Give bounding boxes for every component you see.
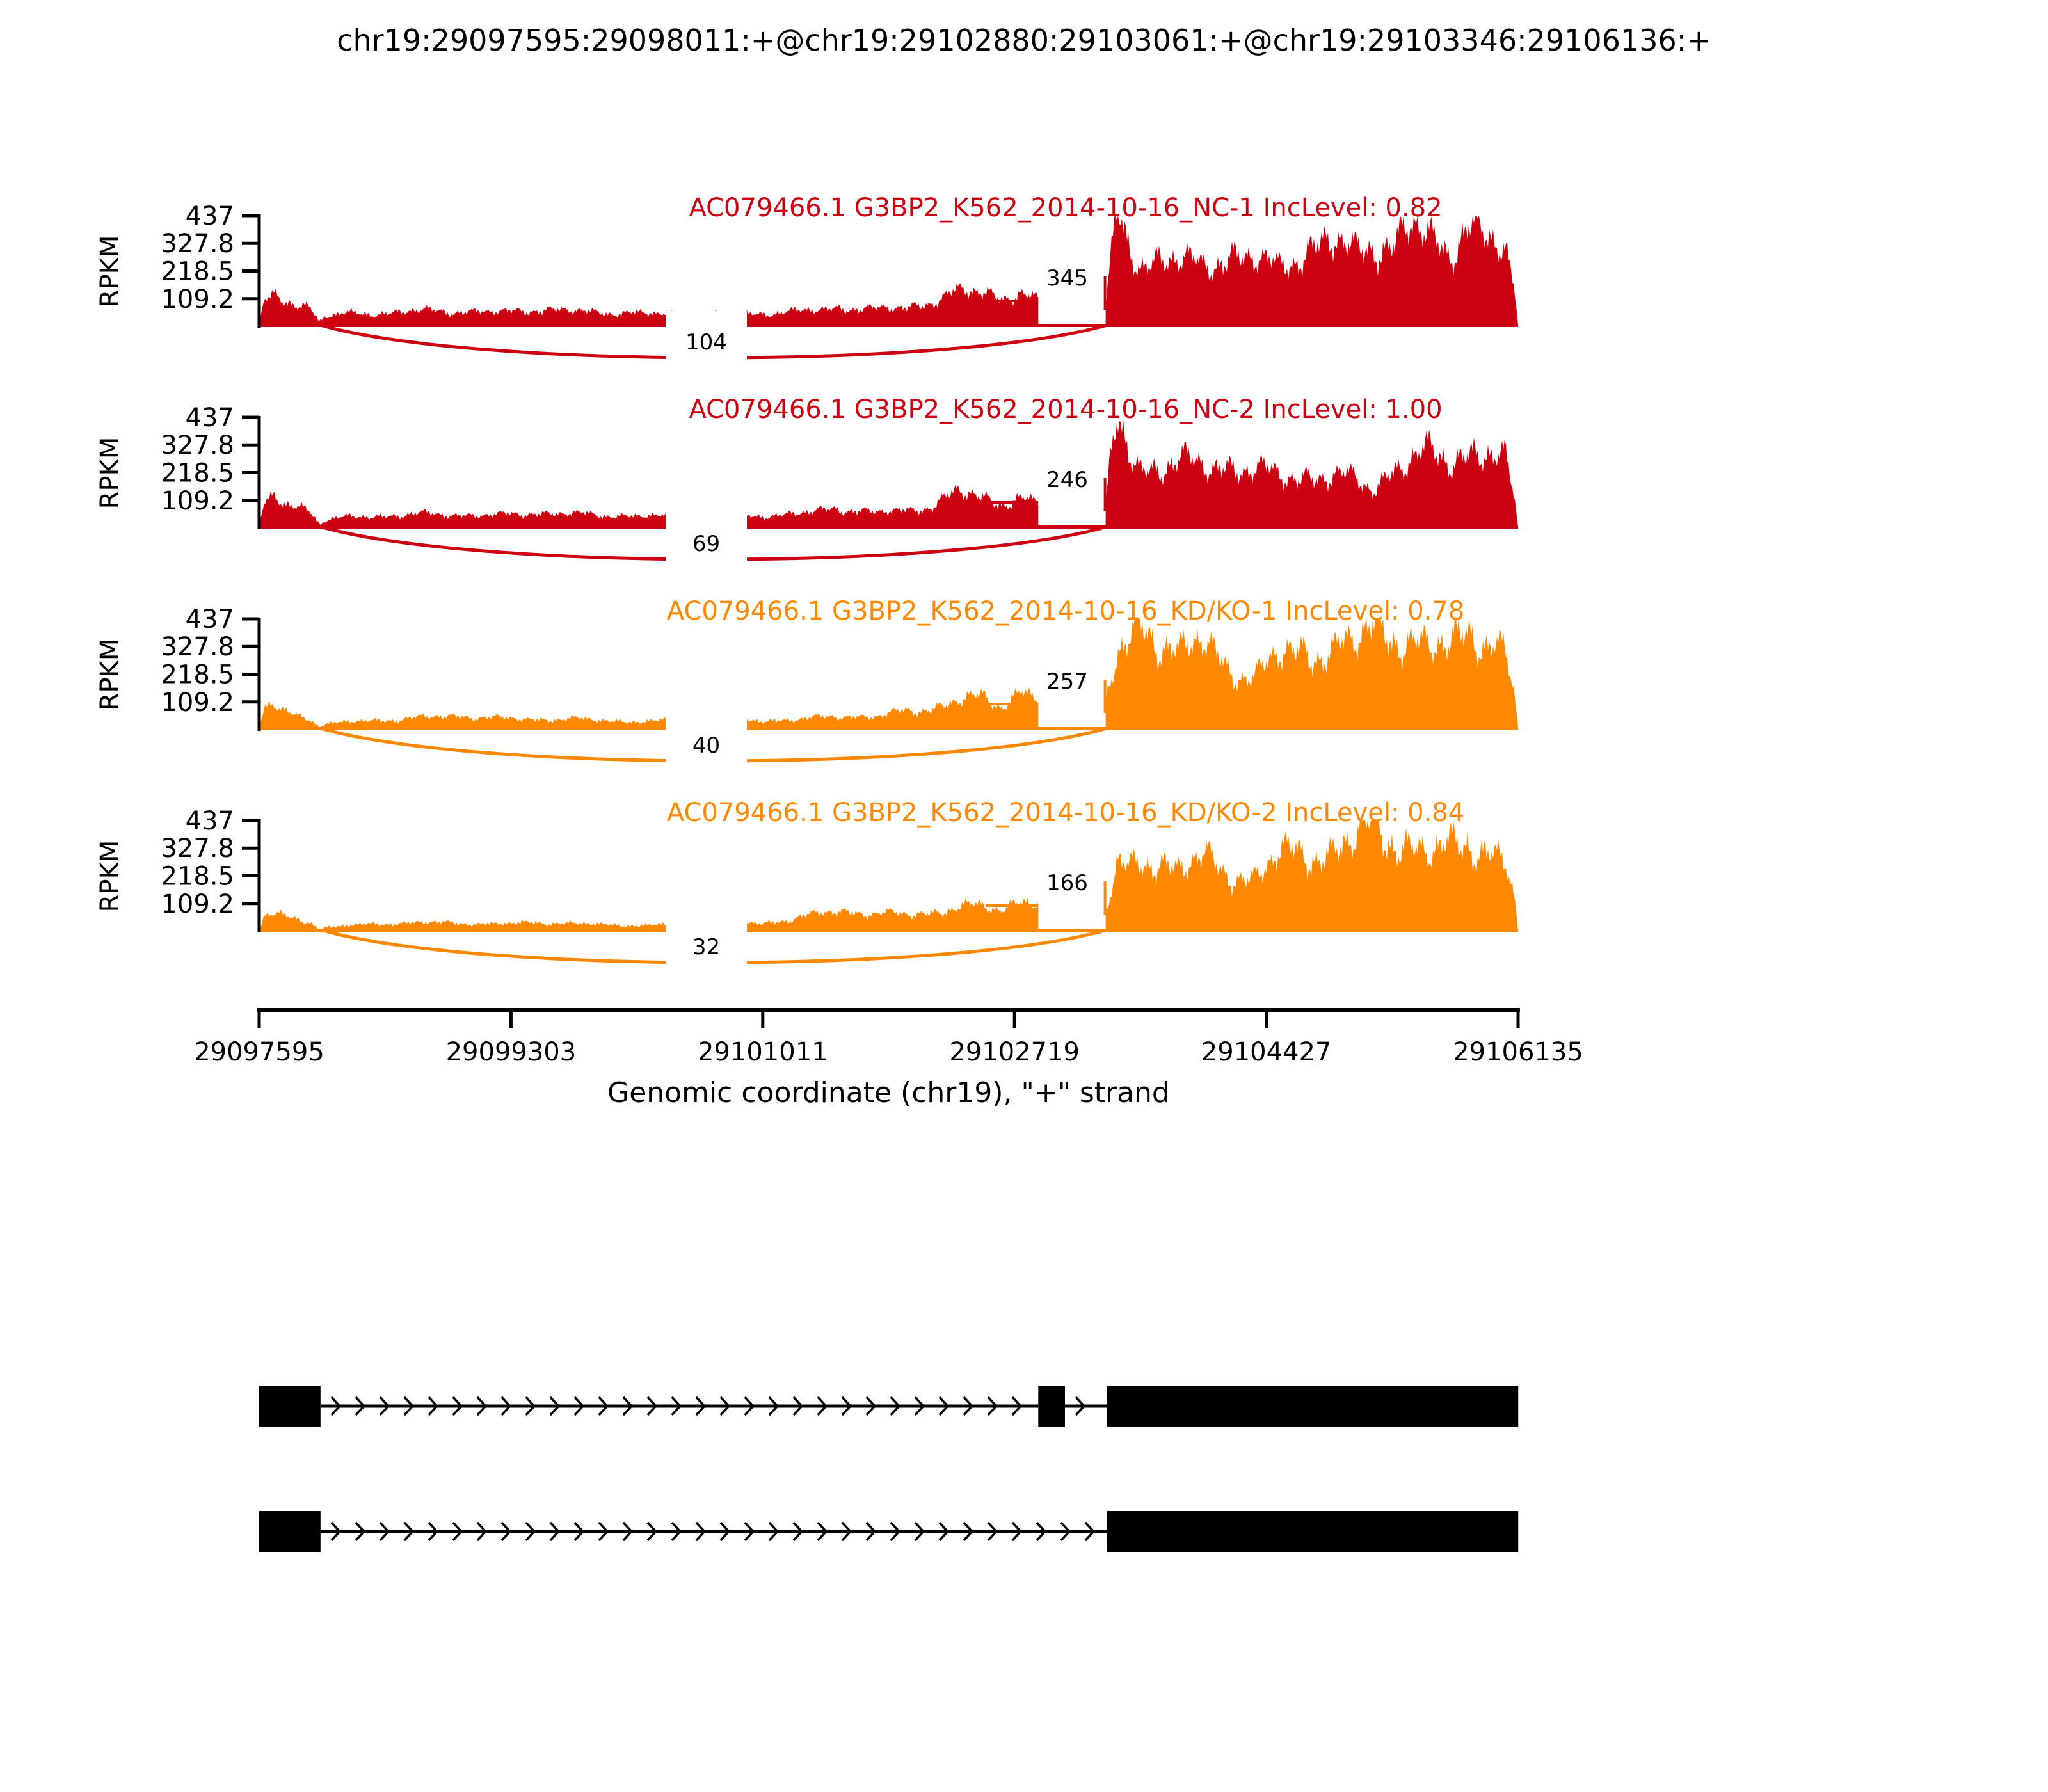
y-axis-tick-label: 327.8	[161, 632, 234, 662]
exon-box	[259, 1511, 321, 1552]
x-axis-tick-label: 29104427	[1201, 1037, 1332, 1067]
track-kdko-1-title: AC079466.1 G3BP2_K562_2014-10-16_KD/KO-1 IncLevel: 0.78	[666, 596, 1465, 626]
y-axis-tick-label: 218.5	[161, 257, 234, 287]
exon-box	[1107, 1386, 1519, 1427]
y-axis-title: RPKM	[95, 638, 125, 711]
track-kdko-2-title: AC079466.1 G3BP2_K562_2014-10-16_KD/KO-2 IncLevel: 0.84	[666, 798, 1465, 828]
track-nc-1-inclusion-junction-count: 345	[1046, 266, 1088, 291]
y-axis-tick-label: 109.2	[161, 284, 234, 314]
y-axis-tick-label: 327.8	[161, 229, 234, 259]
track-nc-1-title: AC079466.1 G3BP2_K562_2014-10-16_NC-1 IncLevel: 0.82	[689, 193, 1443, 223]
track-kdko-2-skipping-junction-count: 32	[692, 934, 721, 960]
y-axis-tick-label: 437	[185, 202, 234, 231]
track-kdko-1-skipping-junction-count: 40	[692, 733, 721, 758]
y-axis-tick-label: 109.2	[161, 889, 234, 919]
y-axis-tick-label: 437	[185, 605, 234, 634]
coverage-area	[259, 619, 1518, 730]
y-axis-tick-label: 109.2	[161, 486, 234, 516]
exon-box	[1038, 1386, 1065, 1427]
genomic-x-axis	[0, 989, 2048, 1078]
isoform-structure-diagram	[0, 1344, 2048, 1664]
y-axis-tick-label: 437	[185, 806, 234, 836]
x-axis-label: Genomic coordinate (chr19), "+" strand	[607, 1076, 1170, 1109]
track-nc-2-skipping-junction-count: 69	[692, 531, 721, 557]
track-nc-2-inclusion-junction-count: 246	[1046, 467, 1088, 493]
y-axis-tick-label: 437	[185, 403, 234, 433]
x-axis-tick-label: 29102719	[949, 1037, 1080, 1067]
y-axis-title: RPKM	[95, 235, 125, 308]
coverage-area	[259, 820, 1518, 931]
track-nc-1-skipping-junction-count: 104	[685, 330, 727, 355]
x-axis-tick-label: 29099303	[445, 1037, 577, 1067]
track-kdko-2-inclusion-junction-count: 166	[1046, 870, 1088, 896]
isoform-row	[259, 1386, 1518, 1427]
coverage-baseline	[259, 525, 1518, 529]
track-kdko-1-inclusion-junction-count: 257	[1046, 669, 1088, 694]
y-axis-tick-label: 218.5	[161, 861, 234, 892]
exon-box	[259, 1386, 321, 1427]
y-axis-tick-label: 218.5	[161, 458, 234, 488]
plot-title: chr19:29097595:29098011:+@chr19:29102880:29103061:+@chr19:29103346:29106136:+	[337, 23, 1711, 58]
coverage-baseline	[259, 929, 1518, 932]
y-axis-tick-label: 218.5	[161, 660, 234, 690]
x-axis-tick-label: 29101011	[698, 1037, 828, 1067]
y-axis-tick-label: 327.8	[161, 834, 234, 864]
x-axis-tick-label: 29097595	[194, 1037, 324, 1067]
coverage-area	[259, 216, 1518, 326]
y-axis-title: RPKM	[95, 840, 125, 913]
coverage-baseline	[259, 727, 1518, 730]
y-axis-title: RPKM	[95, 436, 125, 509]
y-axis-tick-label: 327.8	[161, 431, 234, 461]
coverage-baseline	[259, 324, 1518, 327]
coverage-area	[259, 419, 1518, 528]
y-axis-tick-label: 109.2	[161, 687, 234, 717]
track-nc-2-title: AC079466.1 G3BP2_K562_2014-10-16_NC-2 IncLevel: 1.00	[689, 395, 1443, 424]
x-axis-tick-label: 29106135	[1453, 1037, 1583, 1067]
exon-box	[1107, 1511, 1519, 1552]
isoform-row	[259, 1511, 1518, 1552]
